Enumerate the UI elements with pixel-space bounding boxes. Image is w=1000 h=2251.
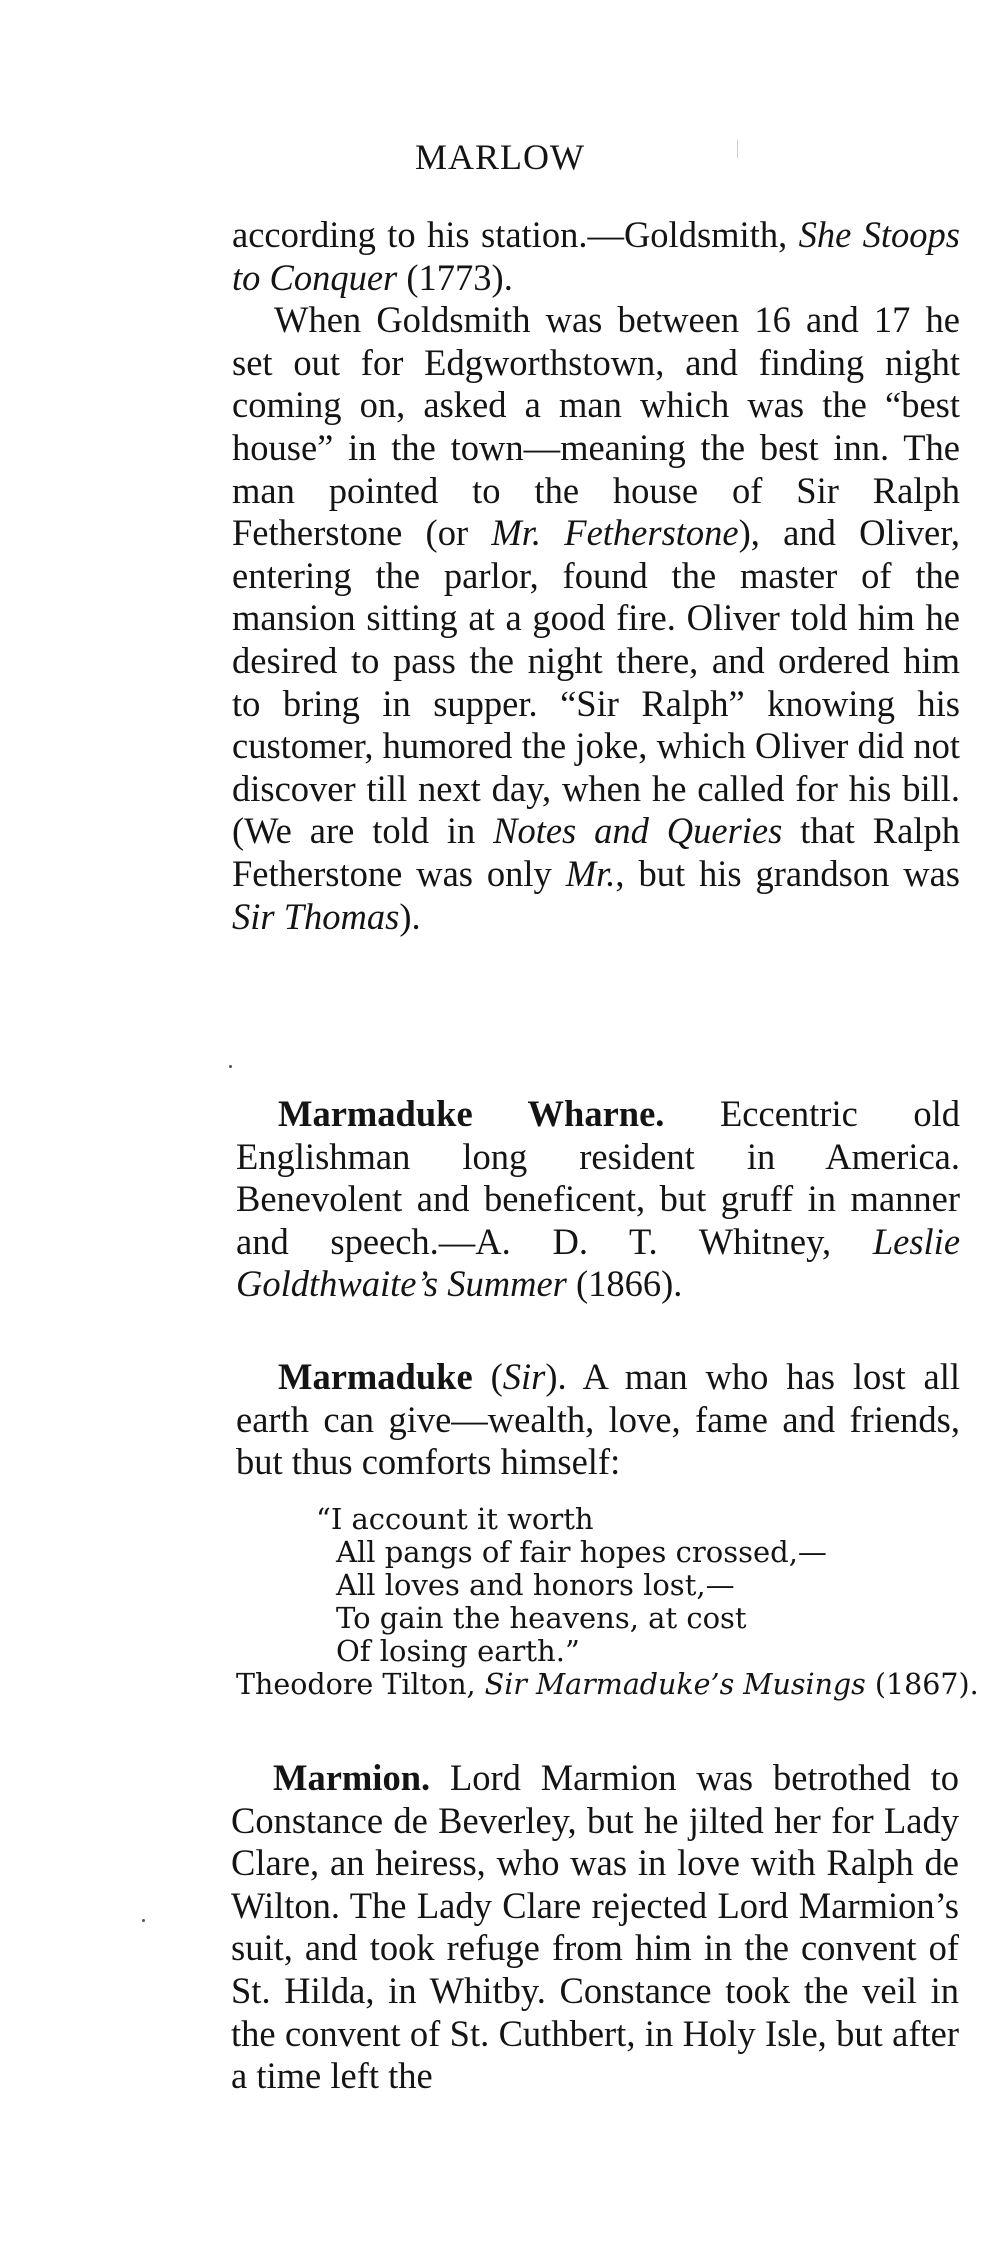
entry-text: A man who has lost all earth can give—wealth, love, fame and friends, but thus comforts himself: — [236, 1356, 961, 1483]
periodical-title: Notes and Queries — [493, 810, 783, 852]
anecdote-text: ), and Oliver, entering the parlor, found the master of the mansion sitting at a good fire. Oliver told him he desired to pass the night there, and ordered him to bring in supper. “Sir Ralph” knowing his customer, humored the joke, which Oliver did not discover till next day, when he called for his bill. (We are told in — [232, 512, 961, 852]
entry-italic: Sir — [502, 1356, 546, 1397]
continuation-paragraph — [232, 214, 960, 299]
entry-marmaduke-wharne — [236, 1093, 960, 1306]
anecdote-italic: Mr. — [565, 852, 616, 894]
verse-block — [316, 1503, 827, 1668]
print-speck — [142, 1919, 145, 1922]
attribution-author: Theodore Tilton, — [236, 1668, 476, 1701]
anecdote-text: , but his grandson was — [615, 852, 961, 894]
continuation-text: according to his station.—Goldsmith, — [232, 214, 788, 255]
anecdote-text: ). — [399, 895, 421, 937]
work-date: (1866). — [576, 1263, 683, 1305]
running-header: MARLOW — [415, 137, 585, 177]
anecdote-text: that Ralph Fetherstone was only — [232, 810, 960, 894]
entry-headword: Marmaduke Wharne. — [278, 1093, 665, 1134]
verse-line: To gain the heavens, at cost — [336, 1601, 747, 1635]
verse-line: All loves and honors lost,— — [336, 1568, 735, 1602]
print-speck — [737, 140, 738, 158]
anecdote-text: When Goldsmith was between 16 and 17 he set out for Edgworthstown, and finding night coming on, asked a man which was the “best house” in the town—meaning the best inn. The man pointed to the house of Sir Ralph Fetherstone (or — [232, 299, 960, 554]
verse-quotation — [316, 1503, 827, 1668]
entry-text: ( — [490, 1356, 503, 1397]
attribution-title: Sir Marmaduke’s Musings — [484, 1668, 866, 1701]
entry-marmion — [231, 1757, 959, 2098]
anecdote-italic: Mr. Fetherstone — [491, 512, 739, 554]
entry-paragraph — [236, 1093, 960, 1306]
entry-text: ). — [545, 1356, 567, 1397]
work-date: (1773). — [406, 256, 513, 298]
work-title: Leslie Goldthwaite’s Summer — [236, 1220, 961, 1305]
goldsmith-anecdote — [232, 299, 960, 938]
verse-line: Of losing earth.” — [336, 1634, 580, 1668]
verse-line: “I account it worth — [316, 1502, 594, 1536]
verse-attribution — [236, 1668, 979, 1701]
entry-marmaduke-sir — [236, 1356, 960, 1484]
entry-headword: Marmaduke — [278, 1356, 473, 1397]
work-title: She Stoops to Conquer — [232, 214, 960, 298]
entry-paragraph — [236, 1356, 960, 1484]
entry-text: Lord Marmion was betrothed to Constance de Beverley, but he jilted her for Lady Clare, an heiress, who was in love with Ralph de Wilton. The Lady Clare rejected Lord Marmion’s suit, and took refuge from him in the convent of St. Hilda, in Whitby. Constance took the veil in the convent of St. Cuthbert, in Holy Isle, but after a time left the — [231, 1757, 959, 2097]
attribution-date: (1867). — [874, 1668, 979, 1701]
print-speck — [229, 1065, 232, 1068]
entry-paragraph — [231, 1757, 959, 2098]
continuation-section — [232, 214, 960, 938]
verse-line: All pangs of fair hopes crossed,— — [336, 1535, 827, 1569]
entry-text: Eccentric old Englishman long resident in America. Benevolent and beneficent, but gruff in manner and speech.—A. D. T. Whitney, — [236, 1093, 960, 1262]
anecdote-italic: Sir Thomas — [232, 895, 400, 937]
entry-headword: Marmion. — [273, 1757, 431, 1798]
